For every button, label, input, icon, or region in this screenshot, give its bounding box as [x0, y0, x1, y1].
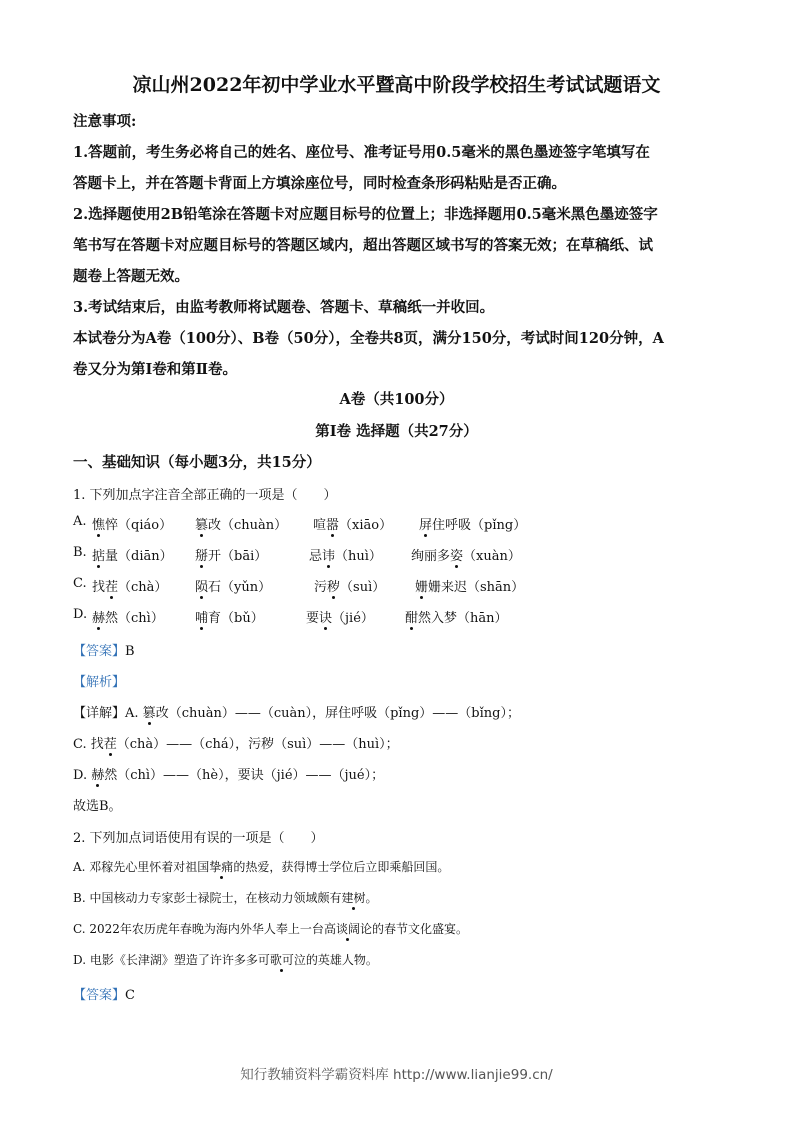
- question-2-stem: 2. 下列加点词语使用有误的一项是（ ）: [73, 831, 324, 846]
- dotted-char: 掰: [195, 545, 208, 564]
- option-item: 忌讳（huì）: [309, 545, 382, 564]
- notice-line: 3.考试结束后，由监考教师将试题卷、答题卡、草稿纸一并收回。: [73, 299, 495, 316]
- option-label: A.: [73, 514, 87, 529]
- option-item: 绚丽多姿（xuàn）: [411, 545, 521, 564]
- q2-option-b: B. 中国核动力专家彭士禄院士，在核动力领域颇有建树。: [73, 891, 378, 905]
- q1-answer: 【答案】B: [73, 644, 135, 659]
- footer-watermark: 知行教辅资料学霸资料库 http://www.lianjie99.cn/: [240, 1067, 553, 1083]
- option-item: 污秽（suì）: [314, 576, 385, 595]
- dotted-char: 篡: [195, 514, 208, 533]
- question-1-stem: 1. 下列加点字注音全部正确的一项是（ ）: [73, 488, 337, 503]
- option-label: B.: [73, 545, 87, 560]
- page-title: 凉山州2022年初中学业水平暨高中阶段学校招生考试试题语文: [132, 74, 661, 96]
- notice-line: 题卷上答题无效。: [73, 268, 189, 285]
- option-item: 酣然入梦（hān）: [405, 607, 508, 626]
- dotted-char: 篡: [143, 702, 156, 721]
- q1-detail-line: 【详解】A. 篡改（chuàn）——（cuàn），屏住呼吸（pǐng）——（bǐng）；: [73, 702, 520, 721]
- dotted-char: 赫: [91, 764, 104, 783]
- dotted-word: 可歌可泣: [257, 953, 306, 967]
- dotted-char: 茬: [104, 733, 117, 752]
- q2-option-d: D. 电影《长津湖》塑造了许许多多可歌可泣的英雄人物。: [73, 953, 378, 967]
- q2-option-c: C. 2022年农历虎年春晚为海内外华人奉上一台高谈阔论的春节文化盛宴。: [73, 922, 468, 936]
- q2-option-a: A. 邓稼先心里怀着对祖国挚痛的热爱，获得博士学位后立即乘船回国。: [73, 860, 450, 874]
- dotted-char: 哺: [195, 607, 208, 626]
- dotted-char: 屏: [419, 514, 432, 533]
- dotted-char: 陨: [195, 576, 208, 595]
- notice-line: 1.答题前，考生务必将自己的姓名、座位号、准考证号用0.5毫米的黑色墨迹签字笔填写在: [73, 144, 650, 161]
- section-a-heading: A卷（共100分）: [339, 391, 454, 408]
- option-item: 陨石（yǔn）: [195, 576, 271, 595]
- notice-line: 笔书写在答题卡对应题目标号的答题区域内，超出答题区域书写的答案无效；在草稿纸、试: [73, 237, 653, 254]
- dotted-char: 讳: [322, 545, 335, 564]
- notice-line: 本试卷分为A卷（100分）、B卷（50分），全卷共8页，满分150分，考试时间120分钟，A: [73, 330, 664, 347]
- dotted-char: 赫: [92, 607, 105, 626]
- option-item: 找茬（chà）: [92, 576, 167, 595]
- q1-analysis-tag: 【解析】: [73, 675, 126, 690]
- notice-line: 2.选择题使用2B铅笔涂在答题卡对应题目标号的位置上；非选择题用0.5毫米黑色墨迹签字: [73, 206, 658, 223]
- q1-detail-line: D. 赫然（chì）——（hè），要诀（jié）——（jué）；: [73, 764, 384, 783]
- option-label: D.: [73, 607, 88, 622]
- option-item: 喧嚣（xiāo）: [313, 514, 392, 533]
- option-item: 憔悴（qiáo）: [92, 514, 172, 533]
- dotted-char: 酣: [405, 607, 418, 626]
- q1-conclusion: 故选B。: [73, 799, 122, 814]
- dotted-char: 姿: [450, 545, 463, 564]
- option-item: 篡改（chuàn）: [195, 514, 287, 533]
- option-label: C.: [73, 576, 87, 591]
- dotted-word: 挚痛: [209, 860, 234, 874]
- option-item: 哺育（bǔ）: [195, 607, 264, 626]
- dotted-char: 秽: [327, 576, 340, 595]
- notice-line: 答题卡上，并在答题卡背面上方填涂座位号，同时检查条形码粘贴是否正确。: [73, 175, 566, 192]
- dotted-char: 诀: [319, 607, 332, 626]
- dotted-char: 掂: [92, 545, 105, 564]
- q2-answer: 【答案】C: [73, 988, 135, 1003]
- q1-detail-line: C. 找茬（chà）——（chá），污秽（suì）——（huì）；: [73, 733, 399, 752]
- dotted-char: 嚣: [326, 514, 339, 533]
- notice-heading: 注意事项:: [73, 113, 137, 130]
- dotted-char: 茬: [105, 576, 118, 595]
- option-item: 赫然（chì）: [92, 607, 164, 626]
- option-item: 屏住呼吸（pǐng）: [419, 514, 526, 533]
- notice-line: 卷又分为第Ⅰ卷和第Ⅱ卷。: [73, 361, 238, 378]
- option-item: 要诀（jié）: [306, 607, 374, 626]
- part-heading: 一、基础知识（每小题3分，共15分）: [73, 454, 321, 471]
- dotted-word: 建树: [341, 891, 366, 905]
- dotted-char: 姗: [415, 576, 428, 595]
- section-1-heading: 第Ⅰ卷 选择题（共27分）: [315, 423, 478, 440]
- dotted-char: 憔: [92, 514, 105, 533]
- dotted-word: 高谈阔论: [323, 922, 372, 936]
- option-item: 掂量（diān）: [92, 545, 173, 564]
- option-item: 姗姗来迟（shān）: [415, 576, 524, 595]
- option-item: 掰开（bāi）: [195, 545, 267, 564]
